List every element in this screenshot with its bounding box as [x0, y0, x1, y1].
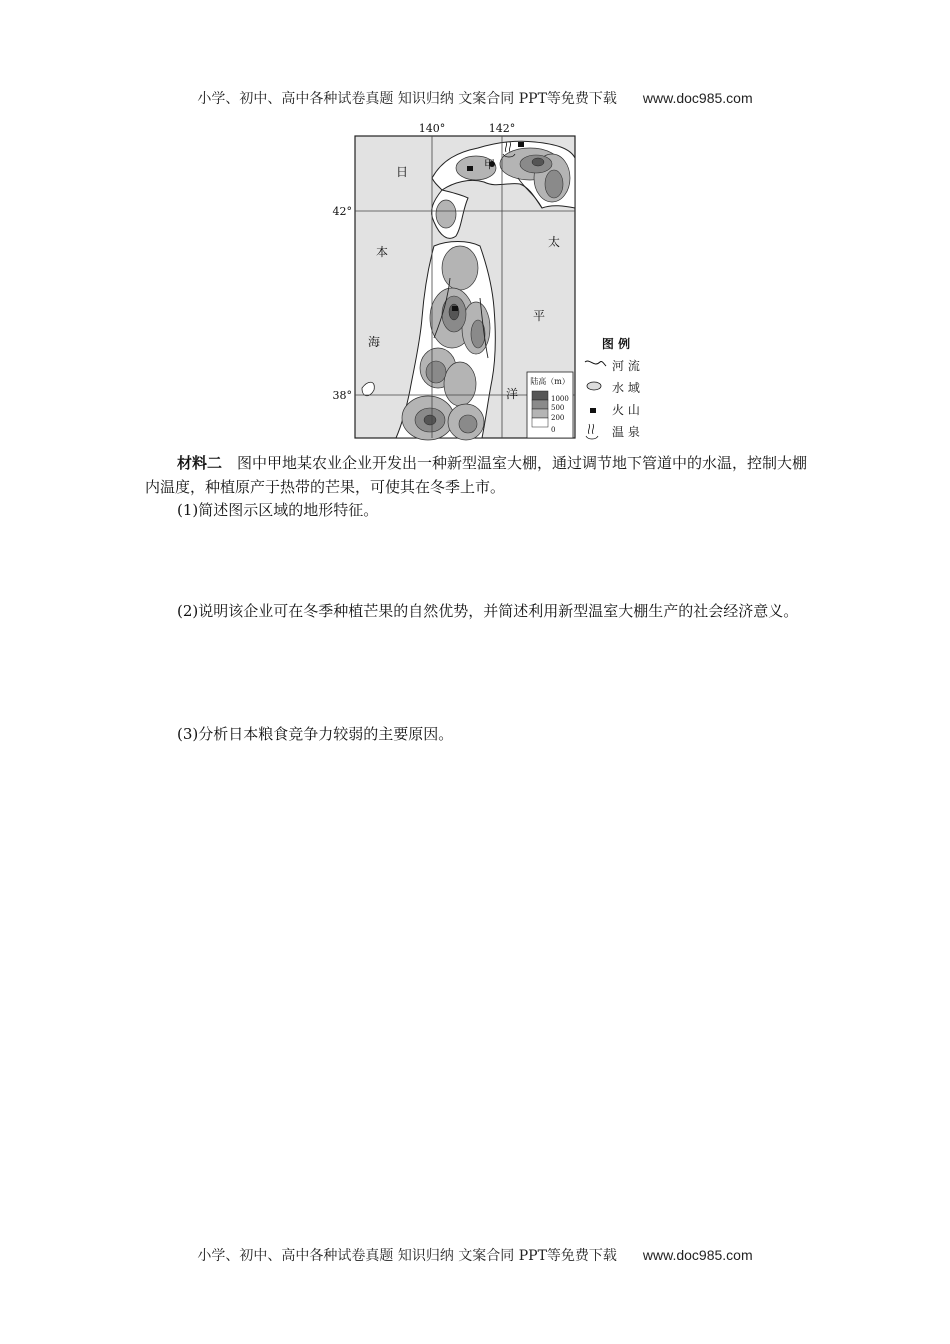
question-2: (2)说明该企业可在冬季种植芒果的自然优势，并简述利用新型温室大棚生产的社会经济意义。 — [177, 602, 799, 620]
sea-label-char: 平 — [533, 309, 546, 323]
elevation-legend — [527, 372, 573, 438]
svg-text:河 流: 河 流 — [612, 359, 640, 373]
sea-label-char: 洋 — [506, 387, 519, 401]
place-label-jia: 甲 — [484, 158, 495, 171]
material-two-text: 图中甲地某农业企业开发出一种新型温室大棚，通过调节地下管道中的水温，控制大棚内温度，种植原产于热带的芒果，可使其在冬季上市。 — [145, 454, 808, 496]
volcano-legend-icon — [590, 408, 596, 413]
footer-text: 小学、初中、高中各种试卷真题 知识归纳 文案合同 PPT等免费下载 — [197, 1248, 617, 1264]
svg-text:火 山: 火 山 — [612, 403, 640, 417]
volcano-icon — [467, 166, 473, 171]
question-3: (3)分析日本粮食竞争力较弱的主要原因。 — [177, 725, 454, 743]
sea-label-char: 海 — [368, 335, 381, 349]
svg-text:500: 500 — [551, 404, 565, 412]
volcano-icon — [518, 142, 524, 147]
hot-spring-legend-icon — [586, 424, 598, 439]
svg-text:温 泉: 温 泉 — [612, 425, 640, 439]
lat-label-38: 38° — [332, 389, 352, 402]
material-two-label: 材料二 — [177, 454, 223, 472]
lon-label-142: 142° — [488, 122, 516, 135]
svg-text:1000: 1000 — [551, 395, 569, 403]
header-url[interactable]: www.doc985.com — [642, 90, 753, 106]
sea-label-char: 太 — [548, 235, 561, 249]
japan-topographic-map — [330, 118, 660, 448]
svg-text:图 例: 图 例 — [601, 337, 631, 351]
water-legend-icon — [587, 382, 601, 390]
footer-url[interactable]: www.doc985.com — [642, 1247, 753, 1263]
lon-label-140: 140° — [418, 122, 446, 135]
sea-label-char: 日 — [396, 165, 409, 179]
map-legend — [585, 336, 640, 439]
svg-text:200: 200 — [551, 414, 565, 422]
svg-text:0: 0 — [551, 426, 556, 434]
volcano-icon — [452, 306, 458, 311]
river-legend-icon — [585, 361, 606, 366]
material-two-paragraph — [145, 451, 815, 499]
svg-text:水 域: 水 域 — [612, 381, 640, 395]
question-1: (1)简述图示区域的地形特征。 — [177, 501, 379, 519]
svg-text:陆高（m）: 陆高（m） — [530, 377, 570, 386]
lat-label-42: 42° — [332, 205, 352, 218]
page-footer — [0, 1245, 950, 1265]
header-text: 小学、初中、高中各种试卷真题 知识归纳 文案合同 PPT等免费下载 — [197, 91, 617, 107]
sea-label-char: 本 — [376, 245, 389, 259]
page-header — [0, 88, 950, 108]
